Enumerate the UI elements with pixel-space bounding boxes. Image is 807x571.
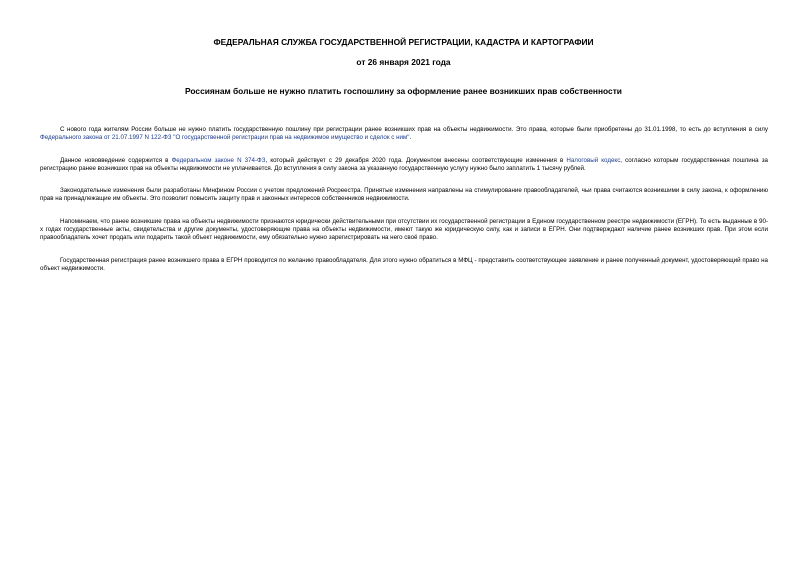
document-title: Россиянам больше не нужно платить госпошлину за оформление ранее возникших прав собственности — [185, 86, 622, 96]
tax-code-link[interactable]: Налоговый кодекс — [566, 156, 621, 164]
paragraph-2 — [40, 157, 768, 173]
paragraph-4: Напоминаем, что ранее возникшие права на объекты недвижимости признаются юридически действительными при отсутствии их государственной регистрации в Едином государственном реестре недвижимости (ЕГРН). То есть выданные в 90-х годах государственные акты, свидетельства и другие документы, удостоверяющие права на объекты недвижимости, имеют такую же юридическую силу, как и записи в ЕГРН. Они подтверждают наличие ранее возникших прав. При этом если правообладатель хочет продать или подарить такой объект недвижимости, ему обязательно нужно зарегистрировать на него своё право. — [40, 217, 768, 242]
law-374-fz-link[interactable]: Федеральном законе N 374-ФЗ — [171, 156, 266, 164]
paragraph-5: Государственная регистрация ранее возникшего права в ЕГРН проводится по желанию правообладателя. Для этого нужно обратиться в МФЦ - представить соответствующее заявление и ранее полученный документ, удостоверяющий право на объект недвижимости. — [40, 256, 768, 272]
paragraph-2-text-before: Данное нововведение содержится в — [60, 156, 172, 164]
agency-heading: ФЕДЕРАЛЬНАЯ СЛУЖБА ГОСУДАРСТВЕННОЙ РЕГИСТРАЦИИ, КАДАСТРА И КАРТОГРАФИИ — [213, 37, 594, 47]
paragraph-1-text-before: С нового года жителям России больше не нужно платить государственную пошлину при регистрации ранее возникших прав на объекты недвижимости. Это права, которые были приобретены до 31.01.1998, то есть до вступления в силу — [60, 126, 768, 133]
document-date: от 26 января 2021 года — [356, 57, 451, 67]
document-body — [40, 126, 768, 287]
paragraph-3: Законодательные изменения были разработаны Минфином России с учетом предложений Росреестра. Принятые изменения направлены на стимулирование правообладателей, чьи права считаются возникшими в силу закона, к оформлению прав на принадлежащие им объекты. Это позволит повысить защиту прав и законных интересов собственников недвижимости. — [40, 187, 768, 203]
paragraph-2-text-middle: , который действует с 29 декабря 2020 года. Документом внесены соответствующие изменения в — [265, 156, 567, 164]
paragraph-2-text-after: , согласно которым государственная пошлина за регистрацию ранее возникших прав на объекты недвижимости не уплачивается. До вступления в силу закона за указанную государственную услугу нужно было заплатить 1 тысячу рублей. — [40, 156, 768, 172]
paragraph-1-text-after: . — [409, 134, 412, 142]
paragraph-1 — [40, 126, 768, 142]
law-122-fz-link[interactable]: Федерального закона от 21.07.1997 N 122-ФЗ "О государственной регистрации прав на недвижимое имущество и сделок с ним" — [40, 134, 410, 142]
